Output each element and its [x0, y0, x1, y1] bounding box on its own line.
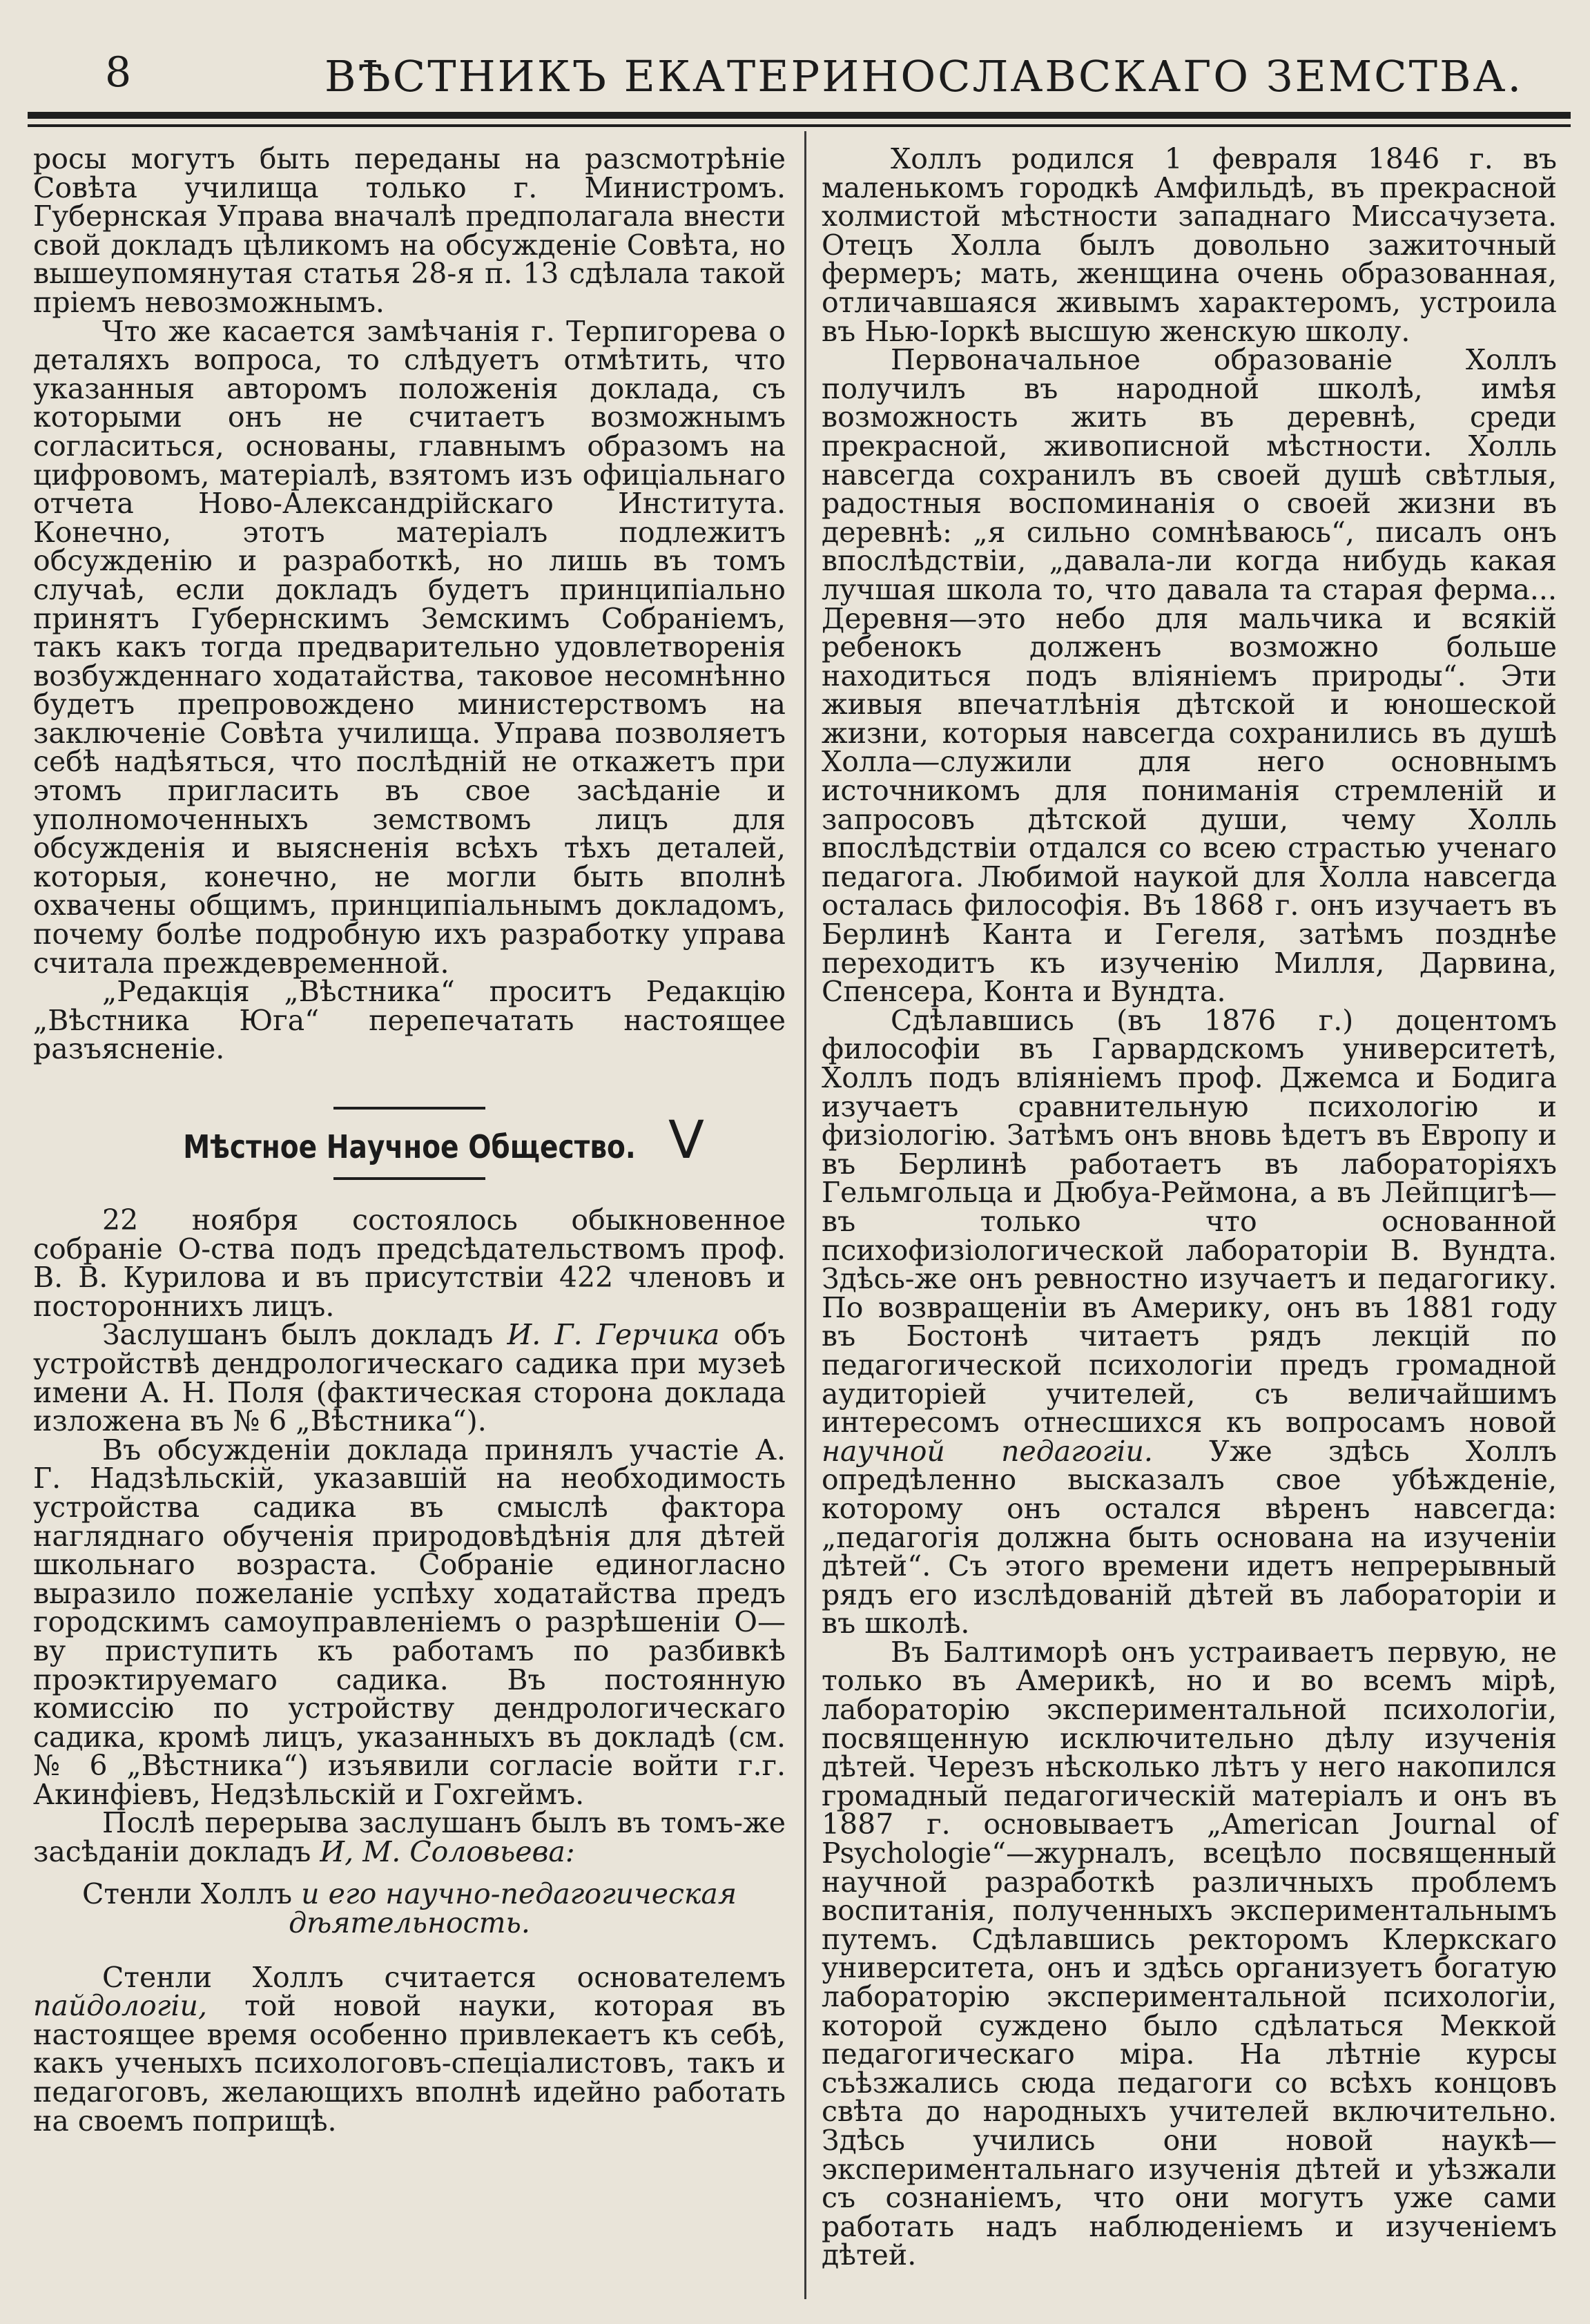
paragraph-r3-text-a: Сдѣлавшись (въ 1876 г.) доцентомъ философіи въ Гарвардскомъ университетѣ, Холлъ подъ вліяніемъ проф. Джемса и Бодига изучаетъ сравнительную психологію и физіологію. Затѣмъ онъ вновь ѣдетъ въ Европу и въ Берлинѣ работаетъ въ лабораторіяхъ Гельмгольца и Дюбуа-Реймона, а въ Лейпцигѣ—въ только что основанной психофизіологической лабораторіи В. Вундта. Здѣсь-же онъ ревностно изучаетъ и педагогику. По возвращеніи въ Америку, онъ въ 1881 году въ Бостонѣ читаетъ рядъ лекцій по педагогической психологіи предъ громадной аудиторіей учителей, съ величайшимъ интересомъ отнесшихся къ вопросамъ новой — [822, 1003, 1557, 1440]
paidology-term: пайдологіи, — [33, 1989, 207, 2023]
left-paragraph-3: „Редакція „Вѣстника“ проситъ Редакцію „Вѣстника Юга“ перепечатать настоящее разъясненіе. — [33, 975, 786, 1066]
page-header — [28, 28, 1571, 110]
speaker-name-solovyov: И, М. Соловьева: — [320, 1835, 575, 1869]
left-paragraph-4: 22 ноября состоялось обыкновенное собраніе О-ства подъ предсѣдательствомъ проф. В. В. Курилова и въ присутствіи 422 членовъ и постороннихъ лицъ. — [33, 1203, 786, 1323]
newspaper-page — [28, 0, 1571, 2324]
left-paragraph-1: росы могутъ быть переданы на разсмотрѣніе Совѣта училища только г. Министромъ. Губернская Управа вначалѣ предполагала внести свой докладъ цѣликомъ на обсужденіе Совѣта, но вышеупомянутая статья 28-я п. 13 сдѣлала такой пріемъ невозможнымъ. — [33, 142, 786, 319]
left-paragraph-8 — [33, 1960, 786, 2138]
article-title-name: Стенли Холлъ — [82, 1877, 293, 1910]
paragraph-5-text-b: объ устройствѣ дендрологическаго садика при музеѣ имени А. Н. Поля (фактическая сторона доклада изложена въ № 6 „Вѣстника“). — [33, 1318, 786, 1438]
left-column — [33, 142, 786, 2138]
paragraph-r3-text-b: Уже здѣсь Холлъ опредѣленно высказалъ свое убѣжденіе, которому онъ остался вѣренъ навсегда: „педагогія должна быть основана на изученіи дѣтей“. Съ этого времени идетъ непрерывный рядъ его изслѣдованій дѣтей въ лабораторіи и въ школѣ. — [822, 1434, 1557, 1640]
right-paragraph-4: Въ Балтиморѣ онъ устраиваетъ первую, не только въ Америкѣ, но и во всемъ мірѣ, лабораторію экспериментальной психологіи, посвященную исключительно дѣлу изученія дѣтей. Черезъ нѣсколько лѣтъ у него накопился громадный педагогическій матеріалъ и онъ въ 1887 г. основываетъ „American Journal of Psychologie“—журналъ, всецѣло посвященный научной разработкѣ различныхъ проблемъ воспитанія, полученныхъ экспериментальнымъ путемъ. Сдѣлавшись ректоромъ Клеркскаго университета, онъ и здѣсь организуетъ богатую лабораторію экспериментальной психологіи, которой суждено было сдѣлаться Меккой педагогическаго міра. На лѣтніе курсы съѣзжались сюда педагоги со всѣхъ концовъ свѣта до народныхъ учителей включительно. Здѣсь учились они новой наукѣ—экспериментальнаго изученія дѣтей и уѣзжали съ сознаніемъ, что они могутъ уже сами работать надъ наблюденіемъ и изученіемъ дѣтей. — [822, 1635, 1557, 2272]
header-rule-thick — [28, 112, 1571, 119]
right-paragraph-1: Холлъ родился 1 февраля 1846 г. въ маленькомъ городкѣ Амфильдѣ, въ прекрасной холмистой мѣстности западнаго Миссачузета. Отецъ Холла былъ довольно зажиточный фермеръ; мать, женщина очень образованная, отличавшаяся живымъ характеромъ, устроила въ Нью-Іоркѣ высшую женскую школу. — [822, 142, 1557, 348]
left-paragraph-5 — [33, 1318, 786, 1438]
right-paragraph-2: Первоначальное образованіе Холлъ получилъ въ народной школѣ, имѣя возможность жить въ деревнѣ, среди прекрасной, живописной мѣстности. Холль навсегда сохранилъ въ своей душѣ свѣтлыя, радостныя воспоминанія о своей жизни въ деревнѣ: „я сильно сомнѣваюсь“, писалъ онъ впослѣдствіи, „давала-ли когда нибудь какая лучшая школа то, что давала та старая ферма... Деревня—это небо для мальчика и всякій ребенокъ долженъ возможно больше находиться подъ вліяніемъ природы“. Эти живыя впечатлѣнія дѣтской и юношеской жизни, которыя навсегда сохранились въ душѣ Холла—служили для него основнымъ источникомъ для пониманія стремленій и запросовъ дѣтской души, чему Холль впослѣдствіи отдался со всею страстью ученаго педагога. Любимой наукой для Холла навсегда осталась философія. Въ 1868 г. онъ изучаетъ въ Берлинѣ Канта и Гегеля, затѣмъ позднѣе переходитъ къ изученію Милля, Дарвина, Спенсера, Конта и Вундта. — [822, 343, 1557, 1009]
left-paragraph-7 — [33, 1806, 786, 1869]
left-paragraph-2: Что же касается замѣчанія г. Терпигорева о деталяхъ вопроса, то слѣдуетъ отмѣтить, что указанныя авторомъ положенія доклада, съ которыми онъ не считаетъ возможнымъ согласиться, основаны, главнымъ образомъ на цифровомъ, матеріалѣ, взятомъ изъ офиціальнаго отчета Ново-Александрійскаго Института. Конечно, этотъ матеріалъ подлежитъ обсужденію и разработкѣ, но лишь въ томъ случаѣ, если докладъ будетъ принципіально принятъ Губернскимъ Земскимъ Собраніемъ, такъ какъ тогда предварительно удовлетворенія возбужденнаго ходатайства, таковое несомнѣнно будетъ препровождено министерствомъ на заключеніе Совѣта училища. Управа позволяетъ себѣ надѣяться, что послѣдній не откажетъ при этомъ пригласить въ свое засѣданіе и уполномоченныхъ земствомъ лицъ для обсужденія и выясненія всѣхъ тѣхъ деталей, которыя, конечно, не могли быть вполнѣ охвачены общимъ, принципіальнымъ докладомъ, почему болѣе подробную ихъ разработку управа считала преждевременной. — [33, 314, 786, 980]
paragraph-7-text-a: Послѣ перерыва заслушанъ былъ въ томъ-же засѣданіи докладъ — [33, 1806, 786, 1869]
scientific-pedagogy-term: научной педагогіи. — [822, 1434, 1153, 1468]
page-number: 8 — [105, 48, 132, 97]
section-title: Мѣстное Научное Общество. — [183, 1128, 636, 1165]
right-column — [822, 142, 1557, 2272]
paragraph-5-text-a: Заслушанъ былъ докладъ — [102, 1318, 507, 1352]
section-heading-wrap — [90, 1126, 730, 1168]
column-divider — [804, 131, 806, 2299]
paragraph-8-text-a: Стенли Холлъ считается основателемъ — [102, 1960, 786, 1994]
journal-title: ВѢСТНИКЪ ЕКАТЕРИНОСЛАВСКАГО ЗЕМСТВА. — [324, 51, 1524, 101]
header-rule-thin — [28, 124, 1571, 127]
right-paragraph-3 — [822, 1003, 1557, 1640]
article-title-subtitle: и его научно-педагогическая дѣятельность. — [289, 1877, 737, 1939]
article-title — [33, 1879, 786, 1937]
left-paragraph-6: Въ обсужденіи доклада принялъ участіе А. Г. Надзѣльскій, указавшій на необходимость устройства садика въ смыслѣ фактора нагляднаго обученія природовѣдѣнія для дѣтей школьнаго возраста. Собраніе единогласно выразило пожеланіе успѣху ходатайства предъ городскимъ самоуправленіемъ о разрѣшеніи О—ву приступить къ работамъ по разбивкѣ проэктируемаго садика. Въ постоянную комиссію по устройству дендрологическаго садика, кромѣ лицъ, указанныхъ въ докладѣ (см. № 6 „Вѣстника“) изъявили согласіе войти г.г. Акинфіевъ, Недзѣльскій и Гохгеймъ. — [33, 1433, 786, 1811]
speaker-name-gerchik: И. Г. Герчика — [507, 1318, 720, 1352]
paragraph-8-text-b: той новой науки, которая въ настоящее время особенно привлекаетъ къ себѣ, какъ ученыхъ психологовъ-спеціалистовъ, такъ и педагоговъ, желающихъ вполнѣ идейно работать на своемъ поприщѣ. — [33, 1989, 786, 2138]
checkmark-annotation: V — [668, 1109, 704, 1170]
